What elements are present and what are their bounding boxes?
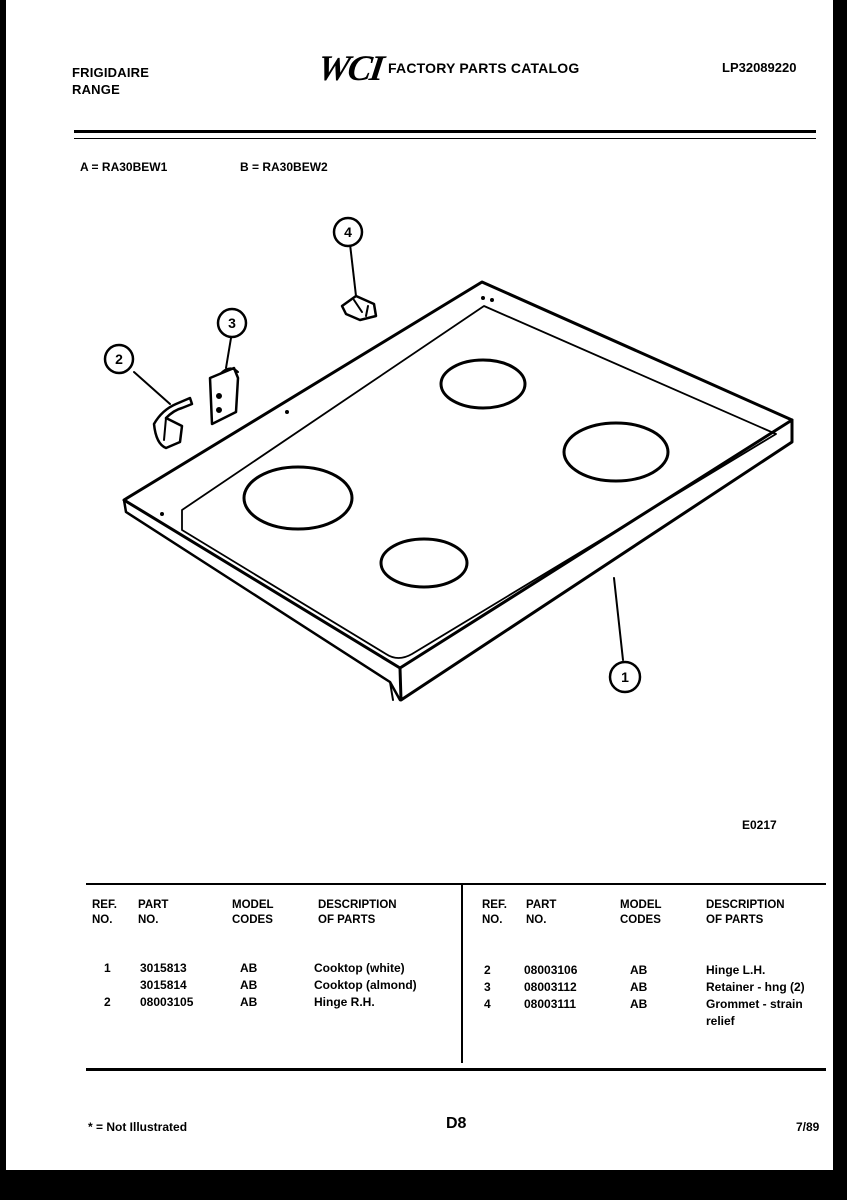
burner-opening-front-right: [381, 539, 467, 587]
footer-date: 7/89: [796, 1120, 820, 1134]
table-bottom-rule: [86, 1068, 826, 1071]
burner-opening-back-left: [441, 360, 525, 408]
retainer-part: [210, 368, 238, 424]
row-model: AB: [240, 961, 258, 975]
cooktop-outline: [124, 282, 792, 668]
row-desc: Hinge L.H.: [706, 963, 766, 977]
product-type: RANGE: [72, 82, 120, 97]
row-desc: Cooktop (almond): [314, 978, 417, 992]
cooktop-diagram: [6, 0, 833, 800]
footer-note: * = Not Illustrated: [88, 1120, 188, 1134]
row-model: AB: [630, 980, 648, 994]
table-top-rule: [86, 883, 826, 885]
row-ref: 2: [104, 995, 111, 1009]
callout-3-label: 3: [228, 315, 236, 331]
callout-4-label: 4: [344, 224, 352, 240]
row-part: 08003112: [524, 980, 577, 994]
row-model: AB: [240, 995, 258, 1009]
row-part: 3015814: [140, 978, 187, 992]
header-part-no-right: PART NO.: [526, 899, 557, 926]
cooktop-front-edge: [400, 420, 792, 700]
row-part: 08003106: [524, 963, 578, 977]
header-description: DESCRIPTION OF PARTS: [318, 899, 397, 926]
row-desc-continued: relief: [706, 1014, 735, 1028]
diagram-code: E0217: [742, 818, 777, 832]
model-b: B = RA30BEW2: [240, 160, 328, 174]
row-model: AB: [630, 963, 648, 977]
catalog-title: FACTORY PARTS CATALOG: [388, 60, 580, 76]
callout-2-label: 2: [115, 351, 123, 367]
row-ref: 1: [104, 961, 111, 975]
burner-opening-front-left: [244, 467, 352, 529]
catalog-number: LP32089220: [722, 60, 797, 75]
row-model: AB: [240, 978, 258, 992]
wci-logo: WCI: [315, 48, 385, 88]
header-ref-no: REF. NO.: [92, 899, 117, 926]
model-a: A = RA30BEW1: [80, 160, 168, 174]
brand-name: FRIGIDAIRE: [72, 65, 150, 80]
table-column-divider: [461, 885, 463, 1063]
row-model: AB: [630, 997, 648, 1011]
row-part: 3015813: [140, 961, 187, 975]
header-description-right: DESCRIPTION OF PARTS: [706, 899, 785, 926]
page-number: D8: [446, 1115, 467, 1132]
row-desc: Grommet - strain: [706, 997, 803, 1011]
header-ref-no-right: REF. NO.: [482, 899, 507, 926]
callout-4: [334, 218, 362, 246]
callout-1-label: 1: [621, 669, 629, 685]
header-model-codes-right: MODEL CODES: [620, 899, 662, 926]
row-part: 08003105: [140, 995, 194, 1009]
burner-opening-back-right: [564, 423, 668, 481]
hinge-rh-part: [154, 398, 192, 448]
header-part-no: PART NO.: [138, 899, 169, 926]
callout-3: [218, 309, 246, 337]
row-part: 08003111: [524, 997, 577, 1011]
header-model-codes: MODEL CODES: [232, 899, 274, 926]
cooktop-left-edge: [124, 500, 400, 700]
row-desc: Hinge R.H.: [314, 995, 375, 1009]
row-ref: 3: [484, 980, 491, 994]
catalog-page: [6, 0, 833, 1170]
row-desc: Retainer - hng (2): [706, 980, 805, 994]
row-ref: 4: [484, 997, 491, 1011]
callout-1: [610, 662, 640, 692]
row-ref: 2: [484, 963, 491, 977]
row-desc: Cooktop (white): [314, 961, 405, 975]
callout-2: [105, 345, 133, 373]
